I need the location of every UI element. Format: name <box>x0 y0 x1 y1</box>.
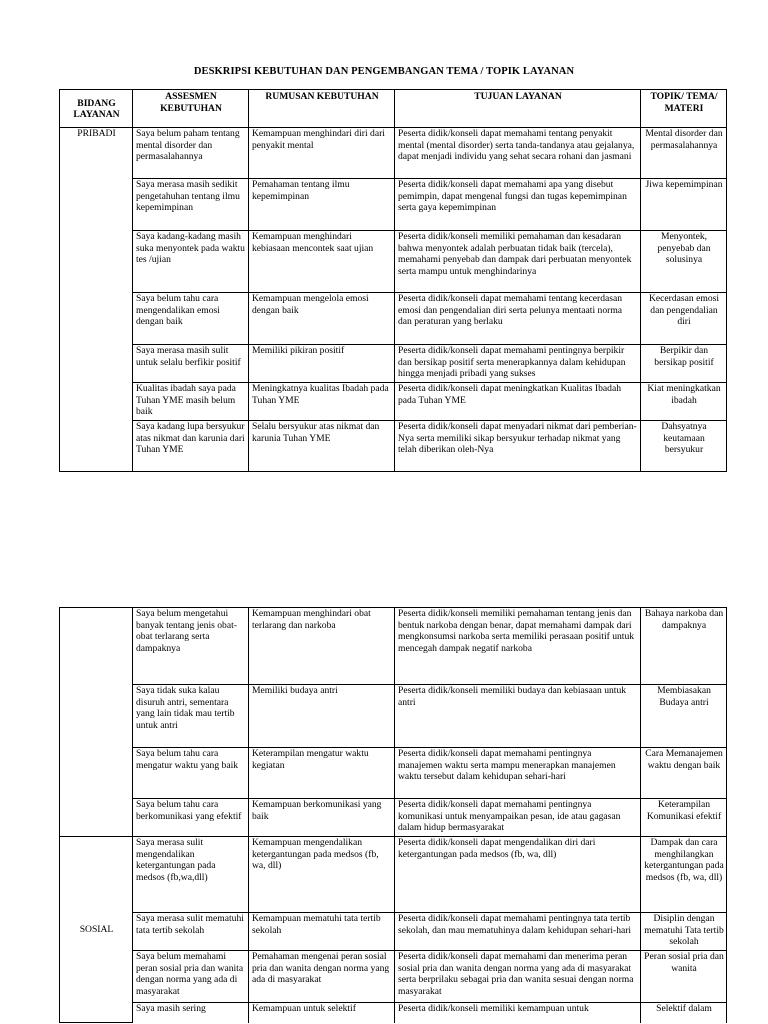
topik-cell: Mental disorder dan permasalahannya <box>641 128 727 179</box>
asesmen-cell: Saya belum tahu cara mengendalikan emosi dengan baik <box>133 293 249 345</box>
rumusan-cell: Kemampuan berkomunikasi yang baik <box>249 799 395 837</box>
asesmen-cell: Saya belum tahu cara berkomunikasi yang efektif <box>133 799 249 837</box>
topik-cell: Jiwa kepemimpinan <box>641 179 727 231</box>
rumusan-cell: Memiliki budaya antri <box>249 685 395 748</box>
header-tujuan: TUJUAN LAYANAN <box>395 90 641 128</box>
asesmen-cell: Saya merasa sulit mematuhi tata tertib sekolah <box>133 913 249 951</box>
asesmen-cell: Saya merasa sulit mengendalikan ketergantungan pada medsos (fb,wa,dll) <box>133 837 249 913</box>
topik-cell: Kecerdasan emosi dan pengendalian diri <box>641 293 727 345</box>
tujuan-cell: Peserta didik/konseli dapat memahami tentang kecerdasan emosi dan pengendalian diri serta pelunya mentaati norma dan peraturan yang berlaku <box>395 293 641 345</box>
tujuan-cell: Peserta didik/konseli dapat mengendalikan diri dari ketergantungan pada medsos (fb, wa, dll) <box>395 837 641 913</box>
rumusan-cell: Kemampuan untuk selektif <box>249 1003 395 1023</box>
topik-cell: Disiplin dengan mematuhi Tata tertib sekolah <box>641 913 727 951</box>
tujuan-cell: Peserta didik/konseli dapat memahami pentingnya komunikasi untuk menyampaikan pesan, ide atau gagasan dalam hidup bermasyarakat <box>395 799 641 837</box>
asesmen-cell: Saya merasa masih sulit untuk selalu berfikir positif <box>133 345 249 383</box>
header-asesmen: ASSESMEN KEBUTUHAN <box>133 90 249 128</box>
needs-table-sosial <box>59 607 727 1023</box>
table-row <box>60 421 727 472</box>
asesmen-cell: Saya merasa masih sedikit pengetahuhan tentang ilmu kepemimpinan <box>133 179 249 231</box>
header-bidang: BIDANG LAYANAN <box>60 90 133 128</box>
table-row <box>60 951 727 1003</box>
tujuan-cell: Peserta didik/konseli memiliki budaya dan kebiasaan untuk antri <box>395 685 641 748</box>
table-row <box>60 293 727 345</box>
tujuan-cell: Peserta didik/konseli dapat memahami tentang penyakit mental (mental disorder) serta tanda-tandanya atau gejalanya, dapat menjadi individu yang sehat secara rohani dan jasmani <box>395 128 641 179</box>
table-row <box>60 608 727 685</box>
rumusan-cell: Keterampilan mengatur waktu kegiatan <box>249 748 395 799</box>
bidang-cell-blank <box>60 685 133 748</box>
tujuan-cell: Peserta didik/konseli dapat menyadari nikmat dari pemberian-Nya serta memiliki sikap bersyukur terhadap nikmat yang telah diberikan oleh-Nya <box>395 421 641 472</box>
bidang-cell-blank <box>60 799 133 837</box>
table-row <box>60 685 727 748</box>
rumusan-cell: Kemampuan mematuhi tata tertib sekolah <box>249 913 395 951</box>
tujuan-cell: Peserta didik/konseli memiliki pemahaman dan kesadaran bahwa menyontek adalah perbuatan tidak baik (tercela), memahami penyebab dan dampak dari perbuatan menyontek serta mampu untuk menghindarinya <box>395 231 641 293</box>
tujuan-cell: Peserta didik/konseli dapat memahami dan menerima peran sosial pria dan wanita dengan norma yang ada di masyarakat serta berprilaku sebagai pria dan wanita sesuai dengan norma masyarakat <box>395 951 641 1003</box>
topik-cell: Cara Memanajemen waktu dengan baik <box>641 748 727 799</box>
rumusan-cell: Selalu bersyukur atas nikmat dan karunia Tuhan YME <box>249 421 395 472</box>
topik-cell: Peran sosial pria dan wanita <box>641 951 727 1003</box>
asesmen-cell: Saya belum paham tentang mental disorder dan permasalahannya <box>133 128 249 179</box>
table-row <box>60 748 727 799</box>
rumusan-cell: Kemampuan menghindari obat terlarang dan narkoba <box>249 608 395 685</box>
bidang-cell: PRIBADI <box>60 128 133 472</box>
topik-cell: Bahaya narkoba dan dampaknya <box>641 608 727 685</box>
topik-cell: Keterampilan Komunikasi efektif <box>641 799 727 837</box>
topik-cell: Menyontek, penyebab dan solusinya <box>641 231 727 293</box>
rumusan-cell: Kemampuan menghindari diri dari penyakit mental <box>249 128 395 179</box>
table-row <box>60 383 727 421</box>
tujuan-cell: Peserta didik/konseli memiliki pemahaman tentang jenis dan bentuk narkoba dengan benar, dapat memahami dampak dari mengkonsumsi narkoba serta memiliki perasaan positif untuk mencegah dampak negatif narkoba <box>395 608 641 685</box>
topik-cell: Dahsyatnya keutamaan bersyukur <box>641 421 727 472</box>
rumusan-cell: Memiliki pikiran positif <box>249 345 395 383</box>
table-row <box>60 128 727 179</box>
table-row <box>60 913 727 951</box>
needs-table-pribadi <box>59 89 727 472</box>
asesmen-cell: Saya masih sering <box>133 1003 249 1023</box>
topik-cell: Kiat meningkatkan ibadah <box>641 383 727 421</box>
tujuan-cell: Peserta didik/konseli dapat memahami pentingnya tata tertib sekolah, dan mau mematuhinya dalam kehidupan sehari-hari <box>395 913 641 951</box>
table-row <box>60 179 727 231</box>
rumusan-cell: Kemampuan menghindari kebiasaan mencontek saat ujian <box>249 231 395 293</box>
rumusan-cell: Kemampuan mengendalikan ketergantungan pada medsos (fb, wa, dll) <box>249 837 395 913</box>
topik-cell: Membiasakan Budaya antri <box>641 685 727 748</box>
tujuan-cell: Peserta didik/konseli dapat memahami pentingnya manajemen waktu serta mampu menerapkan manajemen waktu tersebut dalam kehidupan sehari-hari <box>395 748 641 799</box>
table-row <box>60 1003 727 1023</box>
rumusan-cell: Meningkatnya kualitas Ibadah pada Tuhan YME <box>249 383 395 421</box>
table-row <box>60 799 727 837</box>
rumusan-cell: Kemampuan mengelola emosi dengan baik <box>249 293 395 345</box>
rumusan-cell: Pemahaman tentang ilmu kepemimpinan <box>249 179 395 231</box>
table-header-row <box>60 90 727 128</box>
table-row <box>60 231 727 293</box>
bidang-cell-blank <box>60 608 133 685</box>
document-title: DESKRIPSI KEBUTUHAN DAN PENGEMBANGAN TEMA / TOPIK LAYANAN <box>193 66 575 77</box>
bidang-cell-blank <box>60 748 133 799</box>
table-row <box>60 837 727 913</box>
table-row <box>60 345 727 383</box>
asesmen-cell: Saya belum memahami peran sosial pria dan wanita dengan norma yang ada di masyarakat <box>133 951 249 1003</box>
header-rumusan: RUMUSAN KEBUTUHAN <box>249 90 395 128</box>
asesmen-cell: Saya tidak suka kalau disuruh antri, sementara yang lain tidak mau tertib untuk antri <box>133 685 249 748</box>
asesmen-cell: Saya belum mengetahui banyak tentang jenis obat-obat terlarang serta dampaknya <box>133 608 249 685</box>
tujuan-cell: Peserta didik/konseli dapat meningkatkan Kualitas Ibadah pada Tuhan YME <box>395 383 641 421</box>
asesmen-cell: Kualitas ibadah saya pada Tuhan YME masih belum baik <box>133 383 249 421</box>
tujuan-cell: Peserta didik/konseli memiliki kemampuan untuk <box>395 1003 641 1023</box>
asesmen-cell: Saya kadang lupa bersyukur atas nikmat dan karunia dari Tuhan YME <box>133 421 249 472</box>
bidang-cell: SOSIAL <box>60 837 133 1023</box>
topik-cell: Berpikir dan bersikap positif <box>641 345 727 383</box>
asesmen-cell: Saya kadang-kadang masih suka menyontek pada waktu tes /ujian <box>133 231 249 293</box>
topik-cell: Dampak dan cara menghilangkan ketergantungan pada medsos (fb, wa, dll) <box>641 837 727 913</box>
rumusan-cell: Pemahaman mengenai peran sosial pria dan wanita dengan norma yang ada di masyarakat <box>249 951 395 1003</box>
tujuan-cell: Peserta didik/konseli dapat memahami apa yang disebut pemimpin, dapat mengenal fungsi dan tugas kepemimpinan serta gaya kepemimpinan <box>395 179 641 231</box>
header-topik: TOPIK/ TEMA/ MATERI <box>641 90 727 128</box>
topik-cell: Selektif dalam <box>641 1003 727 1023</box>
tujuan-cell: Peserta didik/konseli dapat memahami pentingnya berpikir dan bersikap positif serta menerapkannya dalam kehidupan hingga menjadi pribadi yang sukses <box>395 345 641 383</box>
asesmen-cell: Saya belum tahu cara mengatur waktu yang baik <box>133 748 249 799</box>
